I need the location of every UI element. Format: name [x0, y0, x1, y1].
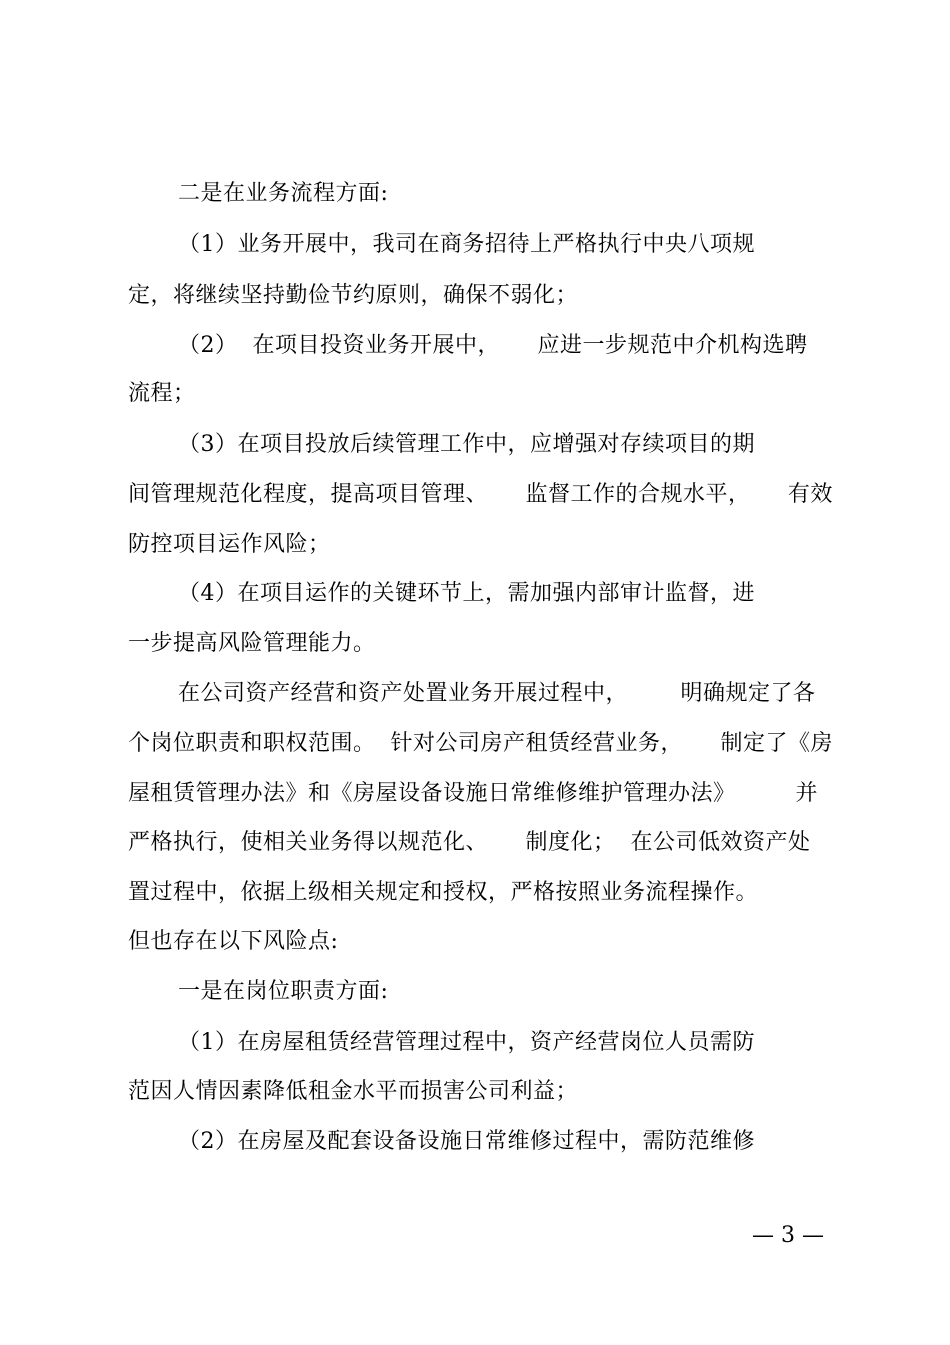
- paragraph-line: 二是在业务流程方面:: [178, 181, 389, 206]
- paragraph-line: （3）在项目投放后续管理工作中，应增强对存续项目的期: [178, 432, 755, 457]
- paragraph-line: 屋租赁管理办法》和《房屋设备设施日常维修维护管理办法》 并: [128, 781, 818, 806]
- paragraph-line: 置过程中，依据上级相关规定和授权，严格按照业务流程操作。: [128, 880, 759, 905]
- paragraph-line: （2）在房屋及配套设备设施日常维修过程中，需防范维修: [178, 1129, 755, 1154]
- paragraph-line: 范因人情因素降低租金水平而损害公司利益；: [128, 1079, 579, 1104]
- paragraph-line: 但也存在以下风险点:: [128, 929, 339, 954]
- paragraph-line: 一步提高风险管理能力。: [128, 631, 376, 656]
- paragraph-line: 一是在岗位职责方面:: [178, 979, 389, 1004]
- paragraph-line: 间管理规范化程度，提高项目管理、 监督工作的合规水平， 有效: [128, 482, 833, 507]
- paragraph-line: （2） 在项目投资业务开展中， 应进一步规范中介机构选聘: [178, 333, 808, 358]
- page-number: — 3 —: [752, 1223, 824, 1248]
- paragraph-line: 严格执行，使相关业务得以规范化、 制度化； 在公司低效资产处: [128, 830, 811, 855]
- paragraph-line: 流程；: [128, 381, 196, 406]
- paragraph-line: 定，将继续坚持勤俭节约原则，确保不弱化；: [128, 283, 579, 308]
- paragraph-line: （1）在房屋租赁经营管理过程中，资产经营岗位人员需防: [178, 1030, 755, 1055]
- paragraph-line: 在公司资产经营和资产处置业务开展过程中， 明确规定了各: [178, 681, 816, 706]
- paragraph-line: （4）在项目运作的关键环节上，需加强内部审计监督，进: [178, 581, 755, 606]
- paragraph-line: 防控项目运作风险；: [128, 532, 331, 557]
- paragraph-line: 个岗位职责和职权范围。 针对公司房产租赁经营业务， 制定了《房: [128, 731, 833, 756]
- paragraph-line: （1）业务开展中，我司在商务招待上严格执行中央八项规: [178, 232, 755, 257]
